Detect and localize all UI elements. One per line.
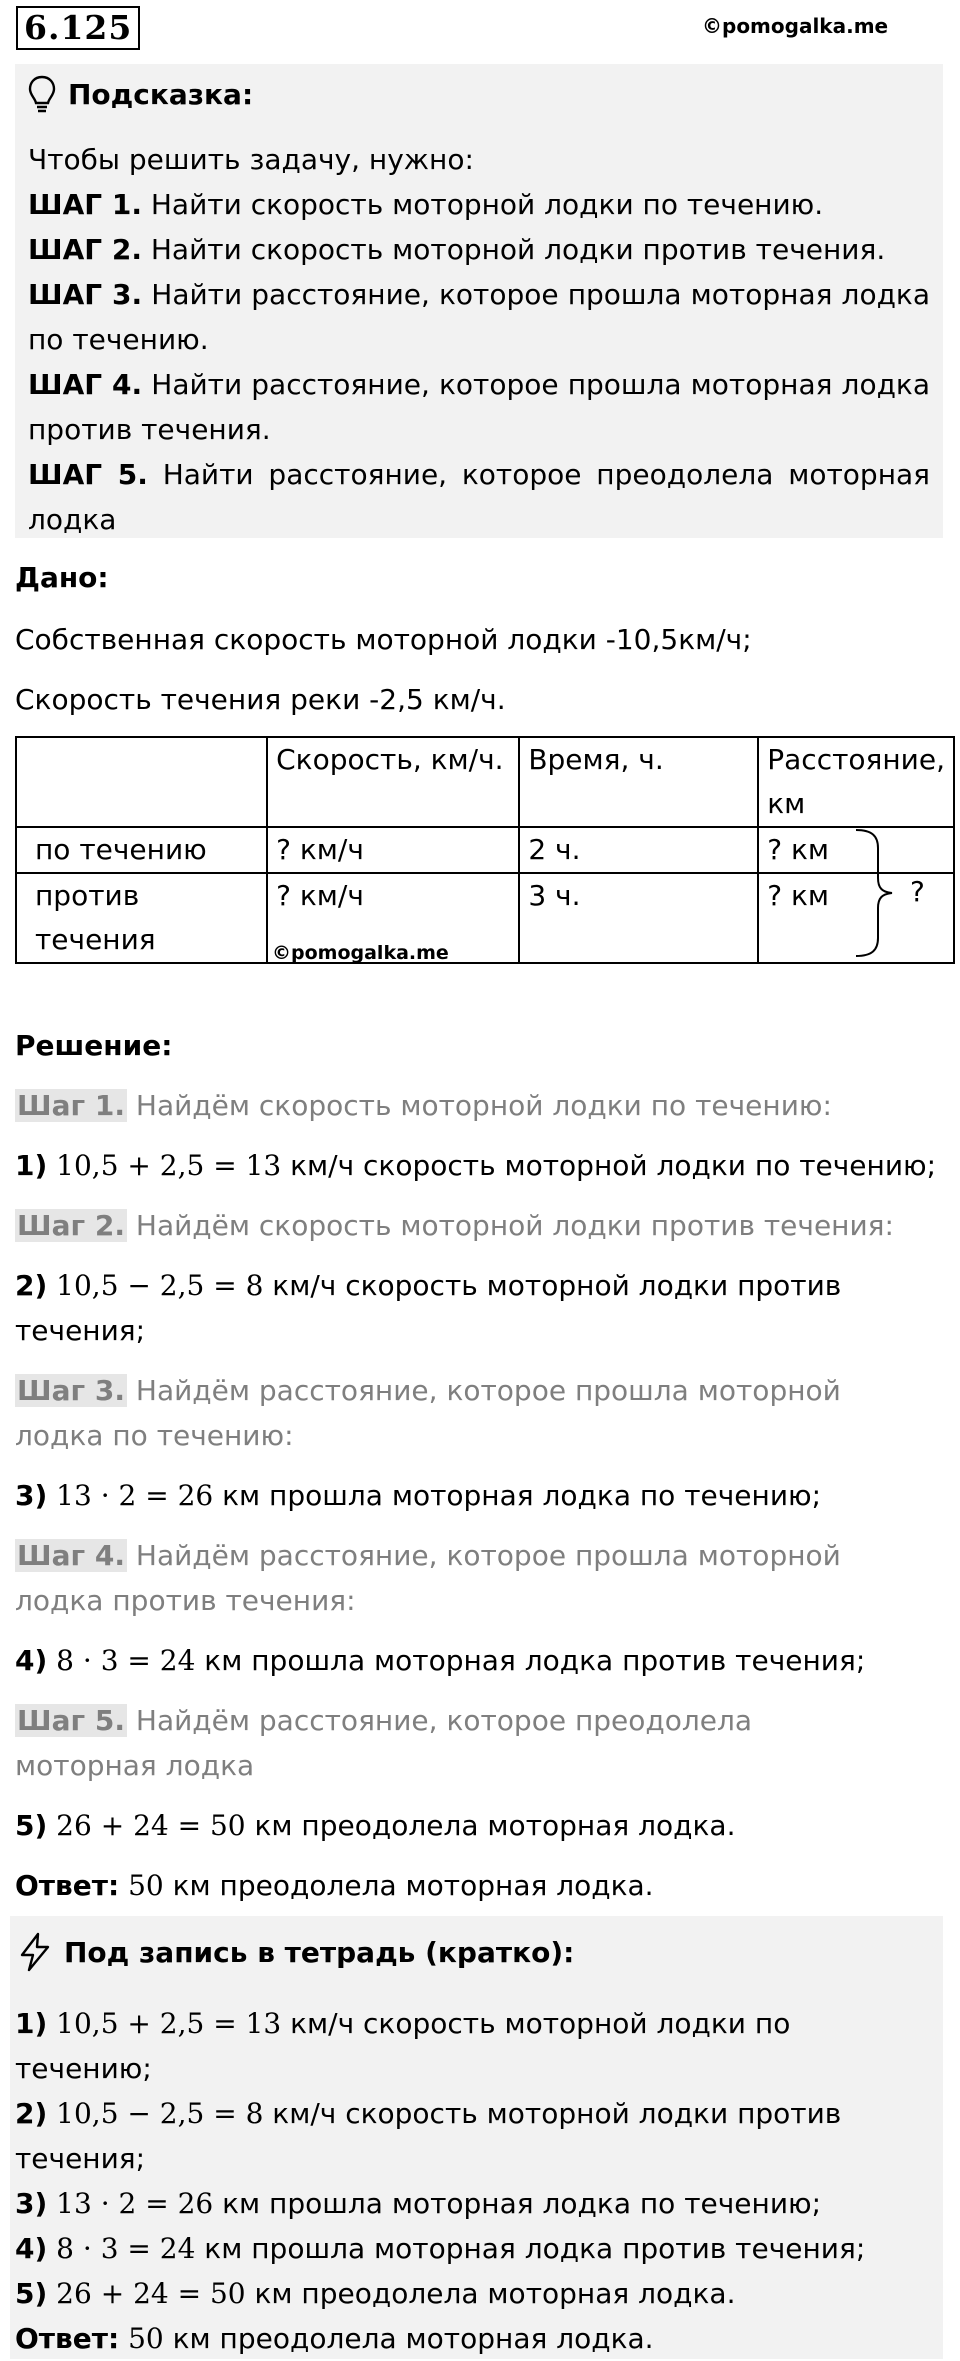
hint-intro: Чтобы решить задачу, нужно: [28, 143, 474, 176]
line-text: км прошла моторная лодка по течению; [213, 2187, 822, 2220]
hint-step-2 [28, 227, 930, 272]
step-label: Шаг 3. [17, 1374, 125, 1407]
table-cell: по течению [16, 827, 267, 873]
line-number: 5) [15, 1809, 48, 1842]
line-text: км/ч скорость моторной лодки против течения; [15, 1269, 842, 1347]
table-cell: 2 ч. [519, 827, 758, 873]
line-number: 1) [15, 2007, 48, 2040]
table-header-cell: Скорость, км/ч. [267, 737, 519, 827]
solution-line-5 [15, 1803, 945, 1848]
math-expr: 10,5 − 2,5 = 8 [47, 2097, 264, 2130]
table-cell: ? км [758, 827, 954, 873]
math-expr: 10,5 + 2,5 = 13 [47, 1149, 282, 1182]
hint-text [28, 137, 930, 542]
step-text: Найдём скорость моторной лодки против течения: [126, 1209, 894, 1242]
given-line-1: Собственная скорость моторной лодки -10,5км/ч; [15, 623, 752, 656]
line-text: км прошла моторная лодка против течения; [195, 1644, 866, 1677]
solution-line-2 [15, 1263, 875, 1353]
line-text: км преодолела моторная лодка. [245, 2277, 736, 2310]
solution-line-4 [15, 1638, 945, 1683]
answer-label: Ответ: [15, 2322, 120, 2355]
hint-step-text: Найти расстояние, которое прошла моторная лодка против течения. [28, 368, 931, 446]
hint-step-3 [28, 272, 930, 362]
solution-answer [15, 1863, 945, 1908]
table-cell: 3 ч. [519, 873, 758, 963]
hint-title: Подсказка: [68, 77, 254, 111]
math-expr: 8 · 3 = 24 [47, 2232, 196, 2265]
table-header-cell [16, 737, 267, 827]
table-row [16, 827, 954, 873]
hint-step-4 [28, 362, 930, 452]
math-expr: 13 · 2 = 26 [47, 1479, 214, 1512]
hint-step-text: Найти расстояние, которое преодолела моторная лодка [28, 458, 931, 536]
table-cell: против течения [16, 873, 267, 963]
math-expr: 8 · 3 = 24 [47, 1644, 196, 1677]
solution-step-4 [15, 1533, 935, 1623]
lightning-icon [18, 1932, 52, 1972]
answer-text: км преодолела моторная лодка. [163, 2322, 654, 2355]
hint-step-1 [28, 182, 930, 227]
notes-line-5 [15, 2271, 933, 2316]
step-text: Найдём расстояние, которое прошла моторной лодка против течения: [15, 1539, 841, 1617]
line-text: км преодолела моторная лодка. [245, 1809, 736, 1842]
lightbulb-icon [28, 74, 56, 114]
line-number: 3) [15, 1479, 48, 1512]
line-text: км прошла моторная лодка против течения; [195, 2232, 866, 2265]
solution-line-1 [15, 1143, 945, 1188]
hint-step-text: Найти скорость моторной лодки против течения. [141, 233, 886, 266]
step-text: Найдём скорость моторной лодки по течению: [126, 1089, 832, 1122]
step-label: Шаг 1. [17, 1089, 125, 1122]
notes-line-2 [15, 2091, 933, 2181]
hint-step-text: Найти расстояние, которое прошла моторная лодка по течению. [28, 278, 931, 356]
given-title: Дано: [15, 561, 109, 594]
table-header-row [16, 737, 954, 827]
math-expr: 26 + 24 = 50 [47, 2277, 246, 2310]
solution-line-3 [15, 1473, 945, 1518]
step-label: Шаг 4. [17, 1539, 125, 1572]
notes-line-3 [15, 2181, 933, 2226]
solution-title: Решение: [15, 1029, 173, 1062]
notes-line-1 [15, 2001, 933, 2091]
given-line-2: Скорость течения реки -2,5 км/ч. [15, 683, 506, 716]
line-number: 1) [15, 1149, 48, 1182]
answer-label: Ответ: [15, 1869, 120, 1902]
step-label: Шаг 5. [17, 1704, 125, 1737]
given-table [15, 736, 955, 964]
math-expr: 13 · 2 = 26 [47, 2187, 214, 2220]
line-number: 4) [15, 2232, 48, 2265]
line-text: км/ч скорость моторной лодки против течения; [15, 2097, 842, 2175]
solution-step-1 [15, 1083, 935, 1128]
table-watermark: ©pomogalka.me [272, 942, 449, 964]
math-expr: 50 [119, 2322, 164, 2355]
hint-step-label: ШАГ 3. [28, 278, 143, 311]
table-cell: ? км [758, 873, 954, 963]
brace-icon [852, 826, 897, 960]
hint-header [28, 74, 253, 114]
hint-step-5 [28, 452, 930, 542]
table-row [16, 873, 954, 963]
brace-label: ? [910, 875, 925, 908]
notes-line-4 [15, 2226, 933, 2271]
line-text: км прошла моторная лодка по течению; [213, 1479, 822, 1512]
line-number: 5) [15, 2277, 48, 2310]
line-text: км/ч скорость моторной лодки по течению; [281, 1149, 937, 1182]
site-credit: ©pomogalka.me [702, 14, 889, 38]
table-header-cell: Время, ч. [519, 737, 758, 827]
math-expr: 50 [119, 1869, 164, 1902]
notes-title: Под запись в тетрадь (кратко): [64, 1935, 575, 1969]
problem-number: 6.125 [16, 6, 140, 50]
hint-step-label: ШАГ 4. [28, 368, 143, 401]
line-text: км/ч скорость моторной лодки по течению; [15, 2007, 791, 2085]
hint-step-label: ШАГ 5. [28, 458, 148, 491]
notes-text [15, 2001, 933, 2361]
solution-step-3 [15, 1368, 935, 1458]
step-text: Найдём расстояние, которое преодолела моторная лодка [15, 1704, 753, 1782]
solution-step-5 [15, 1698, 895, 1788]
math-expr: 26 + 24 = 50 [47, 1809, 246, 1842]
line-number: 2) [15, 1269, 48, 1302]
answer-text: км преодолела моторная лодка. [163, 1869, 654, 1902]
table-header-cell: Расстояние, км [758, 737, 954, 827]
notes-header [18, 1930, 574, 1974]
hint-step-text: Найти скорость моторной лодки по течению. [141, 188, 824, 221]
math-expr: 10,5 − 2,5 = 8 [47, 1269, 264, 1302]
table-cell: ? км/ч [267, 827, 519, 873]
line-number: 4) [15, 1644, 48, 1677]
line-number: 2) [15, 2097, 48, 2130]
step-text: Найдём расстояние, которое прошла моторной лодка по течению: [15, 1374, 841, 1452]
solution-step-2 [15, 1203, 935, 1248]
hint-step-label: ШАГ 2. [28, 233, 142, 266]
math-expr: 10,5 + 2,5 = 13 [47, 2007, 282, 2040]
notes-answer [15, 2316, 933, 2361]
step-label: Шаг 2. [17, 1209, 125, 1242]
table-cell: ? км/ч [267, 873, 519, 963]
line-number: 3) [15, 2187, 48, 2220]
hint-step-label: ШАГ 1. [28, 188, 142, 221]
